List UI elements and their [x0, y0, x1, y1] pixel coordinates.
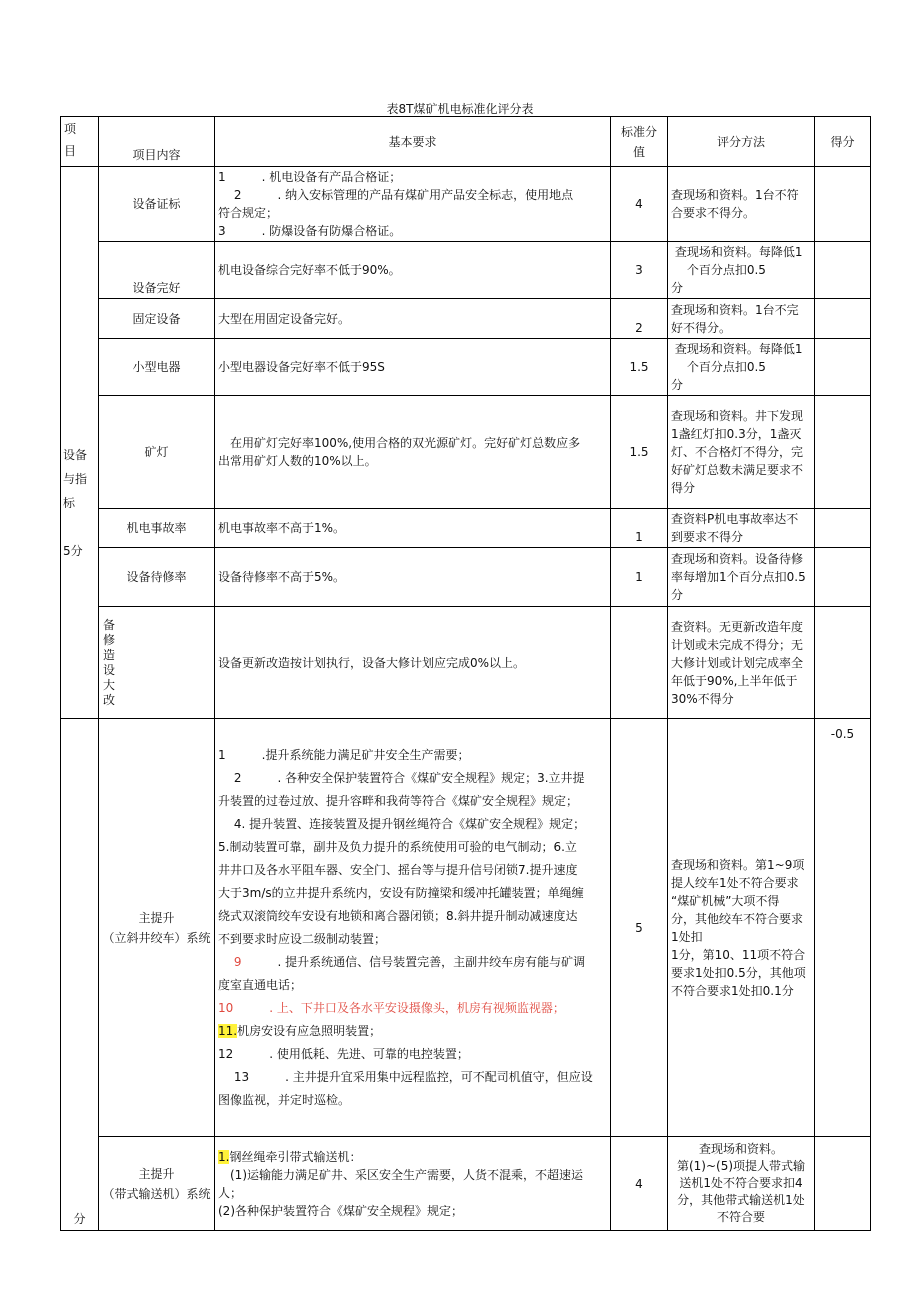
req-line-11-num: 1 — [218, 1024, 226, 1038]
row-requirement — [215, 167, 611, 242]
req-line: 人； — [218, 1185, 243, 1200]
row-method: 查资料P机电事故率达不 到要求不得分 — [668, 509, 815, 548]
req-line: 出常用矿灯人数的10%以上。 — [218, 454, 377, 468]
req-line: 大于3m/s的立井提升系统内，安设有防撞梁和缓冲托罐装置；单绳缠 — [218, 886, 584, 900]
row-standard — [611, 607, 668, 719]
belt-content: 主提升 （带式输送机）系统 — [99, 1137, 215, 1231]
req-line: (1)运输能力满足矿井、采区安全生产需要，人货不混乘，不超速运 — [218, 1167, 584, 1182]
req-line: 13 . 主井提升宜采用集中远程监控，可不配司机值守，但应设 — [218, 1070, 593, 1084]
row-requirement — [215, 548, 611, 607]
req-line-10: 10 . 上、下井口及各水平安设摄像头，机房有视频监视器； — [218, 1001, 565, 1015]
row-method: 查现场和资料。1台不符 合要求不得分。 — [668, 167, 815, 242]
req-line: 1 . 机电设备有产品合格证； — [218, 170, 402, 184]
table-row — [61, 548, 871, 607]
row-score — [815, 607, 871, 719]
hoist-method: 查现场和资料。第1~9项 提人绞车1处不符合要求 “煤矿机械”大项不得 分，其他绞车不符合要求 1处扣 1分，第10、11项不符合 要求1处扣0.5分，其他项 不符合要求1处扣0.1分 — [668, 719, 815, 1137]
row-standard: 1.5 — [611, 339, 668, 396]
row-requirement — [215, 396, 611, 509]
req-line-9 — [218, 951, 607, 974]
hoist-content: 主提升 （立斜井绞车）系统 — [99, 719, 215, 1137]
header-method: 评分方法 — [668, 117, 815, 167]
table-row — [61, 299, 871, 339]
section-label-equipment: 设备 与指 标 5分 — [61, 167, 99, 719]
row-standard: 3 — [611, 242, 668, 299]
row-method: 查现场和资料。1台不完 好不得分。 — [668, 299, 815, 339]
row-requirement — [215, 607, 611, 719]
req-line: 图像监视，并定时巡检。 — [218, 1093, 351, 1107]
req-line-11 — [218, 1020, 607, 1043]
row-content: 机电事故率 — [99, 509, 215, 548]
hoist-score: -0.5 — [815, 719, 871, 1137]
row-content-cell — [99, 607, 215, 719]
req-line: 升装置的过卷过放、提升容畔和我荷等符合《煤矿安全规程》规定； — [218, 794, 579, 808]
req-line-11-dot: 1. — [225, 1024, 238, 1038]
row-method: 查资料。无更新改造年度 计划或未完成不得分；无 大修计划或计划完成率全 年低于90%,上半年低于 30%不得分 — [668, 607, 815, 719]
row-score — [815, 396, 871, 509]
req-line: 3 . 防爆设备有防爆合格证。 — [218, 224, 402, 238]
req-line: (2)各种保护装置符合《煤矿安全规程》规定； — [218, 1203, 463, 1218]
row-method: 查现场和资料。每降低1 个百分点扣0.5 分 — [668, 242, 815, 299]
header-project: 项 目 — [61, 117, 99, 167]
req-line: 2 . 纳入安标管理的产品有煤矿用产品安全标志，使用地点 — [218, 188, 574, 202]
row-score — [815, 167, 871, 242]
header-requirement: 基本要求 — [215, 117, 611, 167]
req-line: 1 .提升系统能力满足矿井安全生产需要； — [218, 748, 470, 762]
req-line: 机电设备综合完好率不低于90%。 — [218, 263, 401, 277]
row-score — [815, 242, 871, 299]
scoring-table — [60, 116, 871, 1231]
belt-method: 查现场和资料。 第(1)~(5)项提人带式输 送机1处不符合要求扣4 分，其他带式输送机1处 不符合要 — [668, 1137, 815, 1231]
row-method: 查现场和资料。设备待修 率每增加1个百分点扣0.5 分 — [668, 548, 815, 607]
req-line: 2 . 各种安全保护装置符合《煤矿安全规程》规定；3.立井提 — [218, 771, 585, 785]
row-content: 设备证标 — [99, 167, 215, 242]
header-score: 得分 — [815, 117, 871, 167]
row-score — [815, 548, 871, 607]
req-line: 机电事故率不高于1%。 — [218, 521, 346, 535]
req-line: 4. 提升装置、连接装置及提升钢丝绳符合《煤矿安全规程》规定； — [218, 817, 586, 831]
row-requirement — [215, 339, 611, 396]
req-line: 小型电器设备完好率不低于95S — [218, 360, 385, 374]
row-method: 查现场和资料。每降低1 个百分点扣0.5 分 — [668, 339, 815, 396]
row-method: 查现场和资料。井下发现 1盏红灯扣0.3分，1盏灭 灯、不合格灯不得分，完 好矿灯总数未满足要求不 得分 — [668, 396, 815, 509]
req-line: 度室直通电话； — [218, 978, 303, 992]
req-line: 12 . 使用低耗、先进、可靠的电控装置； — [218, 1047, 469, 1061]
table-row — [61, 396, 871, 509]
section-label-hoist: 分 — [61, 719, 99, 1231]
table-row — [61, 339, 871, 396]
row-score — [815, 299, 871, 339]
req-line-1 — [218, 1148, 607, 1166]
row-standard: 1.5 — [611, 396, 668, 509]
hoist-requirement — [215, 719, 611, 1137]
row-content: 矿灯 — [99, 396, 215, 509]
req-line-9-text: . 提升系统通信、信号装置完善，主副井绞车房有能与矿调 — [241, 955, 586, 969]
req-line-11-text: 机房安设有应急照明装置； — [237, 1024, 382, 1038]
header-content: 项目内容 — [99, 117, 215, 167]
req-line: 井井口及各水平阻车器、安全门、摇台等与提升信号闭锁7.提升速度 — [218, 863, 578, 877]
belt-score — [815, 1137, 871, 1231]
req-line: 在用矿灯完好率100%,使用合格的双光源矿灯。完好矿灯总数应多 — [218, 436, 581, 450]
row-standard: 2 — [611, 299, 668, 339]
row-score — [815, 339, 871, 396]
belt-standard: 4 — [611, 1137, 668, 1231]
header-standard: 标准分 值 — [611, 117, 668, 167]
row-requirement — [215, 242, 611, 299]
row-standard: 1 — [611, 548, 668, 607]
req-line: 5.制动装置可靠，副井及负力提升的系统使用可验的电气制动；6.立 — [218, 840, 577, 854]
req-line-1-num: 1. — [218, 1149, 230, 1164]
table-row — [61, 242, 871, 299]
row-content: 设备完好 — [99, 242, 215, 299]
table-title: 表8T煤矿机电标准化评分表 — [386, 102, 534, 116]
row-content: 固定设备 — [99, 299, 215, 339]
row-requirement — [215, 509, 611, 548]
req-line: 符合规定； — [218, 206, 279, 220]
hoist-standard: 5 — [611, 719, 668, 1137]
header-row — [61, 117, 871, 167]
row-standard: 4 — [611, 167, 668, 242]
table-row — [61, 607, 871, 719]
row-content: 小型电器 — [99, 339, 215, 396]
row-content: 备 修 造 设 大 改 — [102, 617, 115, 707]
table-row-belt — [61, 1137, 871, 1231]
req-line: 绕式双滚筒绞车安设有地锁和离合器闭锁；8.斜井提升制动减速度达 — [218, 909, 578, 923]
req-line-1-text: 钢丝绳牵引带式输送机： — [229, 1149, 362, 1164]
belt-requirement — [215, 1137, 611, 1231]
table-row — [61, 509, 871, 548]
table-row — [61, 167, 871, 242]
row-requirement — [215, 299, 611, 339]
req-line: 设备更新改造按计划执行，设备大修计划应完成0%以上。 — [218, 655, 526, 670]
row-score — [815, 509, 871, 548]
req-line-9-num: 9 — [218, 955, 242, 969]
req-line: 设备待修率不高于5%。 — [218, 570, 346, 584]
table-row-hoist — [61, 719, 871, 1137]
req-line: 不到要求时应设二级制动装置； — [218, 932, 387, 946]
row-content: 设备待修率 — [99, 548, 215, 607]
req-line: 大型在用固定设备完好。 — [218, 311, 351, 326]
row-standard: 1 — [611, 509, 668, 548]
